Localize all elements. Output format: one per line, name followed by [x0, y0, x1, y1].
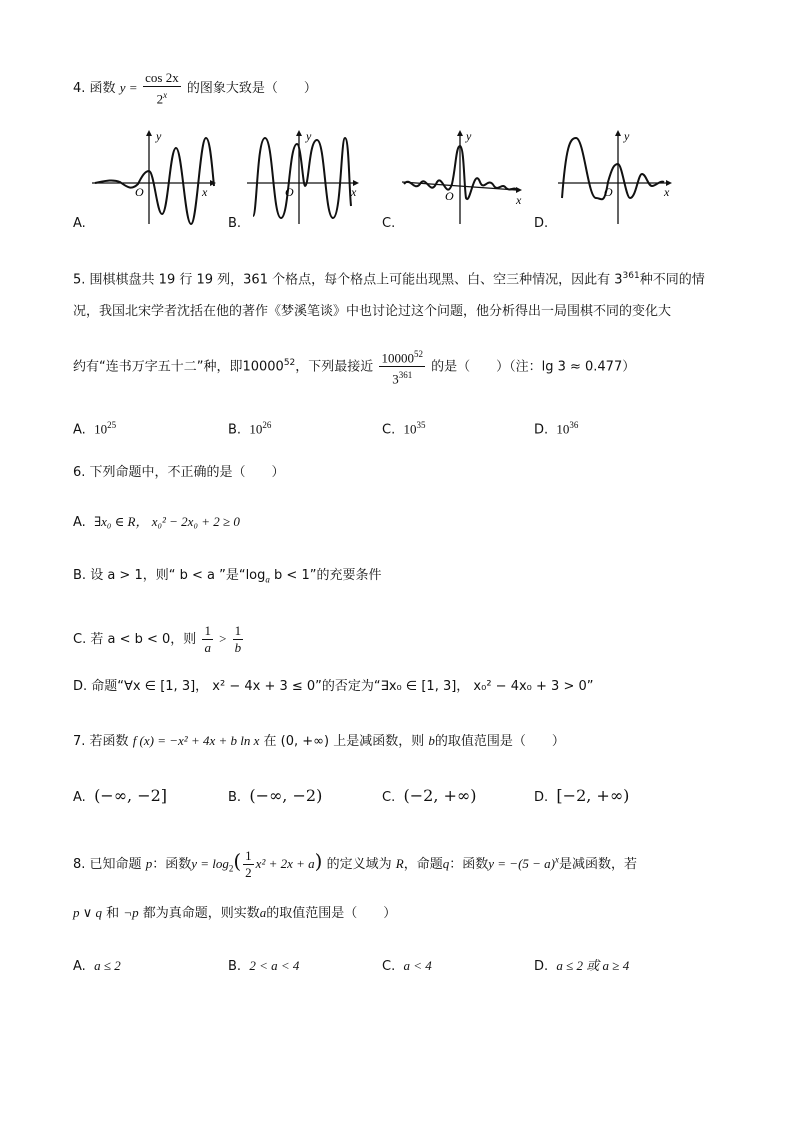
q8-opt-d-text: a ≤ 2 或 a ≥ 4	[556, 958, 630, 973]
q5-opt-d-exp: 36	[569, 420, 579, 430]
q8-func-q-exp: x	[555, 854, 559, 865]
graph-b-origin: O	[285, 185, 294, 199]
q6-c-frac-2	[233, 623, 244, 656]
q8-poly: x² + 2x + a	[255, 856, 315, 871]
q6-b-text: 设 a > 1，则“ b < a ”是“log	[90, 568, 266, 583]
q5-opt-c-exp: 35	[416, 420, 426, 430]
q6-c-label: C.	[73, 632, 87, 647]
graph-b	[245, 126, 365, 226]
q6-d-text: 命题“∀x ∈ [1, 3]， x² − 4x + 3 ≤ 0”的否定为“∃x₀ ∈ [1, 3]， x₀² − 4x₀ + 3 > 0”	[91, 679, 594, 694]
q8-frac-den: 2	[245, 865, 252, 880]
q4-fraction	[143, 70, 181, 107]
graph-a-y-arrow	[146, 130, 152, 136]
q5-opt-d-base: 10	[556, 421, 570, 437]
q8-line-1	[73, 848, 637, 881]
q8-l1-b: ：函数	[152, 857, 192, 872]
q7-option-a	[73, 786, 167, 808]
q8-l2-f: 的取值范围是（ ）	[266, 906, 397, 921]
q4-suffix: 的图象大致是（ ）	[186, 81, 317, 97]
q4-prefix: 函数	[89, 81, 116, 97]
graph-a-y-label: y	[156, 129, 162, 143]
q8-opt-d-label: D.	[534, 959, 549, 974]
q8-option-a	[73, 956, 121, 977]
q8-l1-c: 的定义域为	[326, 857, 392, 872]
q5-frac-num	[379, 346, 425, 367]
q6-c-text: 若 a < b < 0，则	[90, 632, 197, 647]
q8-line-2	[73, 903, 396, 924]
q8-opt-a-text: a ≤ 2	[94, 958, 121, 973]
q6-stem: 6. 下列命题中，不正确的是（ ）	[73, 465, 285, 480]
q7-opt-d-label: D.	[534, 790, 549, 805]
q8-l1-f: 是减函数，若	[559, 857, 638, 872]
q6-d-label: D.	[73, 679, 88, 694]
q6-a-text: ∃x₀ ∈ R， x₀² − 2x₀ + 2 ≥ 0	[94, 514, 240, 529]
q8-opt-c-label: C.	[382, 959, 396, 974]
q4-stem	[73, 70, 317, 107]
q4-label-c: C.	[382, 216, 396, 231]
q5-line1-a: 围棋棋盘共 19 行 19 列，361 个格点，每个格点上可能出现黑、白、空三种情况，因此有 3	[89, 272, 623, 288]
q7-stem-b: 在 (0, +∞) 上是减函数，则	[263, 734, 425, 749]
q8-log-base: 2	[228, 863, 234, 874]
graph-d-x-label: x	[664, 185, 670, 199]
q7-option-d	[534, 786, 629, 808]
q5-option-b	[228, 415, 271, 440]
graph-b-curve	[253, 138, 351, 218]
q8-opt-a-label: A.	[73, 959, 86, 974]
q5-line3-b: ，下列最接近	[295, 359, 374, 375]
graph-b-y-arrow	[296, 130, 302, 136]
q6-c-f1-num: 1	[204, 623, 211, 638]
q4-frac-num: cos 2x	[145, 70, 179, 85]
q5-line1-exp: 361	[622, 271, 640, 281]
q5-number: 5.	[73, 272, 86, 288]
q8-lparen: (	[233, 849, 242, 873]
q5-opt-c-base: 10	[403, 421, 417, 437]
q8-l2-b: 和	[106, 906, 120, 921]
graph-d-origin: O	[604, 185, 613, 199]
graph-c-curve	[404, 146, 518, 199]
q5-num-base: 10000	[381, 350, 414, 366]
q4-label-a: A.	[73, 216, 86, 231]
q5-line3-c: 的是（ ）（注：lg 3 ≈ 0.477）	[431, 359, 636, 375]
q5-num-exp: 52	[413, 349, 423, 359]
graph-a-curve	[95, 138, 214, 224]
q5-line3-a: 约有“连书万字五十二”种，即10000	[73, 359, 284, 375]
q5-frac-den	[379, 367, 425, 387]
q6-c-f1-den: a	[204, 640, 211, 655]
q5-fraction	[379, 346, 425, 388]
q8-l2-d: 都为真命题，则实数	[142, 906, 260, 921]
q8-opt-c-text: a < 4	[403, 958, 432, 973]
q5-opt-a-label: A.	[73, 422, 86, 438]
graph-c-origin: O	[445, 189, 454, 203]
q8-q: q	[442, 856, 450, 871]
q6-b-sub: a	[265, 574, 270, 585]
q5-opt-b-label: B.	[228, 422, 242, 438]
graph-c-x-label: x	[516, 193, 522, 207]
graph-b-y-label: y	[306, 129, 312, 143]
q7-stem-c: 的取值范围是（ ）	[434, 734, 565, 749]
q8-R: R	[395, 856, 404, 871]
q8-l1-e: ：函数	[449, 857, 489, 872]
q8-p-or-q: p ∨ q	[73, 905, 103, 920]
q7-opt-a-text: (−∞, −2]	[94, 786, 168, 805]
q7-opt-d-text: [−2, +∞)	[556, 786, 630, 805]
q6-c-gt: >	[219, 631, 227, 646]
q5-line-2: 况，我国北宋学者沈括在他的著作《梦溪笔谈》中也讨论过这个问题，他分析得出一局围棋不同的变化大	[73, 304, 672, 319]
q4-frac-den	[143, 87, 181, 107]
q8-fraction	[243, 848, 254, 881]
q5-opt-a-exp: 25	[107, 420, 117, 430]
q5-opt-a-base: 10	[94, 421, 108, 437]
q6-option-b	[73, 566, 381, 590]
q4-den-exp: x	[163, 90, 168, 100]
q8-func-q: y = −(5 − a)	[488, 856, 555, 871]
q7-stem	[73, 731, 565, 752]
graph-a-x-label: x	[202, 185, 208, 199]
q8-not-p: ¬p	[123, 905, 139, 920]
q8-option-d	[534, 956, 629, 977]
q6-c-f2-den: b	[234, 640, 242, 655]
q4-y: y	[119, 80, 126, 96]
graph-d-curve	[562, 138, 664, 199]
q6-c-f2-num: 1	[234, 623, 242, 638]
q7-function: f (x) = −x² + 4x + b ln x	[132, 733, 260, 748]
q5-line3-exp: 52	[283, 358, 296, 368]
q8-l1-d: ，命题	[403, 857, 443, 872]
q5-den-exp: 361	[398, 370, 413, 381]
q5-option-d	[534, 415, 578, 440]
q7-option-b	[228, 786, 322, 808]
q7-opt-a-label: A.	[73, 790, 86, 805]
q7-opt-b-label: B.	[228, 790, 242, 805]
q8-p: p	[145, 856, 153, 871]
q6-option-c	[73, 623, 245, 656]
q6-c-frac-1	[202, 623, 213, 656]
graph-a-origin: O	[135, 185, 144, 199]
q4-label-b: B.	[228, 216, 242, 231]
q6-option-d	[73, 677, 593, 697]
q8-option-b	[228, 956, 299, 977]
q4-eq: =	[129, 80, 137, 96]
q5-opt-d-label: D.	[534, 422, 549, 438]
q7-opt-c-label: C.	[382, 790, 396, 805]
graph-c	[398, 126, 528, 226]
q8-opt-b-label: B.	[228, 959, 242, 974]
q8-frac-num: 1	[245, 848, 252, 863]
q8-log: y = log	[191, 856, 229, 871]
q5-line-1	[73, 266, 705, 290]
q6-b-text2: b < 1”的充要条件	[274, 568, 382, 583]
q8-l1-a: 8. 已知命题	[73, 857, 142, 872]
q7-var: b	[428, 733, 435, 748]
graph-c-y-label: y	[466, 129, 472, 143]
q7-option-c	[382, 786, 476, 808]
q4-den-base: 2	[156, 91, 164, 107]
q7-opt-b-text: (−∞, −2)	[249, 786, 323, 805]
q5-den-base: 3	[392, 371, 399, 387]
q7-stem-a: 7. 若函数	[73, 734, 129, 749]
graph-c-y-arrow	[457, 130, 463, 136]
q6-b-label: B.	[73, 568, 87, 583]
q8-a: a	[259, 905, 267, 920]
q6-a-label: A.	[73, 515, 86, 530]
q7-opt-c-text: (−2, +∞)	[403, 786, 477, 805]
q5-opt-b-base: 10	[249, 421, 263, 437]
q8-opt-b-text: 2 < a < 4	[249, 958, 300, 973]
q4-number: 4.	[73, 81, 86, 97]
q5-line-3	[73, 346, 635, 388]
graph-d-y-arrow	[615, 130, 621, 136]
q8-rparen: )	[314, 849, 323, 873]
q5-option-c	[382, 415, 425, 440]
q6-option-a	[73, 512, 240, 533]
graph-d-y-label: y	[624, 129, 630, 143]
graph-b-x-label: x	[351, 185, 357, 199]
q8-option-c	[382, 956, 432, 977]
q5-line1-b: 种不同的情	[639, 272, 705, 288]
graph-a	[90, 126, 220, 226]
graph-d	[556, 126, 678, 226]
q5-option-a	[73, 415, 116, 440]
q5-opt-b-exp: 26	[262, 420, 272, 430]
q4-label-d: D.	[534, 216, 549, 231]
q5-opt-c-label: C.	[382, 422, 396, 438]
